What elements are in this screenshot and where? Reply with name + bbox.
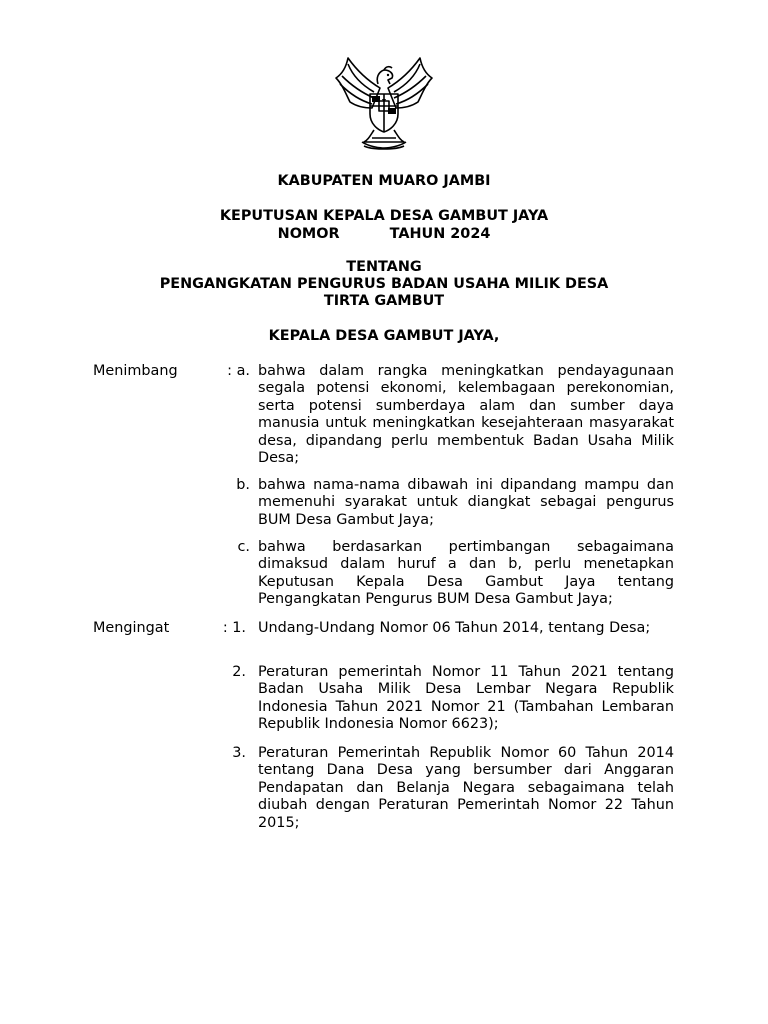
considering-item-c: bahwa berdasarkan pertimbangan sebagaimana dimaksud dalam huruf a dan b, perlu menetapkan Keputusan Kepala Desa Gambut Jaya tentang Pengangkatan Pengurus BUM Desa Gambut Jaya; xyxy=(258,539,674,608)
decree-number: NOMOR TAHUN 2024 xyxy=(277,226,491,242)
authority-heading: KEPALA DESA GAMBUT JAYA, xyxy=(268,328,500,344)
remembering-item-2: Peraturan pemerintah Nomor 11 Tahun 2021 tentang Badan Usaha Milik Desa Lembar Negara Republik Indonesia Tahun 2021 Nomor 21 (Tambahan Lembaran Republik Indonesia Nomor 6623); xyxy=(258,664,674,733)
decree-title: KEPUTUSAN KEPALA DESA GAMBUT JAYA xyxy=(219,208,549,224)
considering-marker-b: b. xyxy=(236,477,250,493)
remembering-label: Mengingat xyxy=(93,620,170,636)
remembering-marker-2: 2. xyxy=(232,664,246,680)
remembering-marker-3: 3. xyxy=(232,745,246,761)
regency-title: KABUPATEN MUARO JAMBI xyxy=(277,173,491,189)
remembering-marker-1: : 1. xyxy=(222,620,246,636)
subject-line-2: TIRTA GAMBUT xyxy=(323,293,445,309)
remembering-item-3: Peraturan Pemerintah Republik Nomor 60 Tahun 2014 tentang Dana Desa yang bersumber dari Anggaran Pendapatan dan Belanja Negara sebagaimana telah diubah dengan Peraturan Pemerintah Nomor 22 Tahun 2015; xyxy=(258,745,674,831)
remembering-item-1: Undang-Undang Nomor 06 Tahun 2014, tentang Desa; xyxy=(258,620,651,636)
considering-item-b: bahwa nama-nama dibawah ini dipandang mampu dan memenuhi syarakat untuk diangkat sebagai pengurus BUM Desa Gambut Jaya; xyxy=(258,477,674,528)
considering-marker-a: : a. xyxy=(227,363,250,379)
subject-line-1: PENGANGKATAN PENGURUS BADAN USAHA MILIK DESA xyxy=(159,276,609,292)
considering-label: Menimbang xyxy=(93,363,178,379)
about-label: TENTANG xyxy=(346,259,422,275)
considering-item-a: bahwa dalam rangka meningkatkan pendayagunaan segala potensi ekonomi, kelembagaan perekonomian, serta potensi sumberdaya alam dan sumber daya manusia untuk meningkatkan kesejahteraan masyarakat desa, dipandang perlu membentuk Badan Usaha Milik Desa; xyxy=(258,363,674,467)
considering-marker-c: c. xyxy=(237,539,250,555)
garuda-emblem-icon xyxy=(334,54,434,152)
